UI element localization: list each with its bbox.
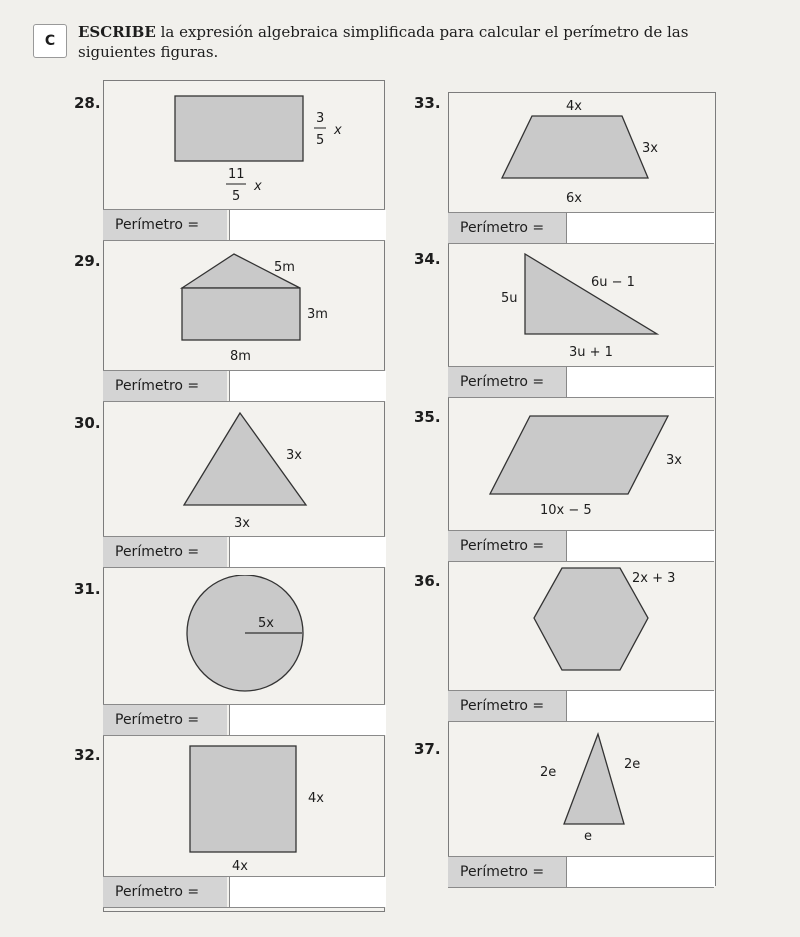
problem-29-house-shape (170, 245, 380, 370)
problem-33-number: 33. (414, 94, 441, 112)
instruction-bold: ESCRIBE (78, 23, 156, 41)
problem-29-answer-row (103, 370, 385, 402)
problem-32-number: 32. (74, 746, 101, 764)
perimeter-label: Perímetro = (448, 367, 566, 397)
problem-32-square (180, 740, 370, 875)
p36-label-side: 2x + 3 (632, 571, 676, 586)
perimeter-label: Perímetro = (103, 371, 227, 401)
p37-label-right: 2e (624, 757, 641, 772)
perimeter-label: Perímetro = (448, 691, 566, 721)
problem-32-answer-row (103, 876, 385, 908)
problem-36-answer-row (448, 690, 714, 722)
p28-var-b: x (254, 179, 262, 194)
p35-label-base: 10x − 5 (540, 503, 592, 518)
p28-num-a: 3 (316, 111, 325, 126)
problem-28-number: 28. (74, 94, 101, 112)
problem-34-number: 34. (414, 250, 441, 268)
problem-37-triangle (520, 728, 700, 848)
problem-29-answer-box[interactable] (229, 371, 386, 401)
problem-34-right-triangle (495, 246, 700, 366)
problem-37-answer-row (448, 856, 714, 888)
p34-label-hyp: 6u − 1 (591, 275, 635, 290)
perimeter-label: Perímetro = (103, 705, 227, 735)
problem-28-answer-row (103, 209, 385, 241)
p32-label-base: 4x (232, 859, 248, 874)
p28-var-a: x (334, 123, 342, 138)
p32-label-side: 4x (308, 791, 324, 806)
instruction-rest: la expresión algebraica simplificada para calcular el perímetro de las siguientes figuras. (78, 23, 689, 61)
p28-den-a: 5 (316, 133, 325, 148)
problem-31-answer-row (103, 704, 385, 736)
problem-36-number: 36. (414, 572, 441, 590)
problem-29-number: 29. (74, 252, 101, 270)
p37-label-left: 2e (540, 765, 557, 780)
p29-label-side: 3m (307, 307, 328, 322)
section-badge: C (33, 24, 67, 58)
problem-36-answer-box[interactable] (566, 691, 715, 721)
problem-33-answer-row (448, 212, 714, 244)
p34-label-base: 3u + 1 (569, 345, 613, 360)
problem-33-answer-box[interactable] (566, 213, 715, 243)
perimeter-label: Perímetro = (448, 213, 566, 243)
p33-label-side: 3x (642, 141, 658, 156)
problem-36-hexagon (520, 562, 700, 682)
problem-30-number: 30. (74, 414, 101, 432)
p33-label-base: 6x (566, 191, 582, 206)
problem-31-answer-box[interactable] (229, 705, 386, 735)
problem-37-answer-box[interactable] (566, 857, 715, 887)
problem-35-parallelogram (470, 404, 710, 524)
problem-28-rectangle (150, 88, 380, 208)
p30-label-base: 3x (234, 516, 250, 531)
problem-30-answer-row (103, 536, 385, 568)
problem-30-answer-box[interactable] (229, 537, 386, 567)
p34-label-leg: 5u (501, 291, 518, 306)
problem-30-triangle (170, 405, 380, 535)
p35-label-side: 3x (666, 453, 682, 468)
p30-label-side: 3x (286, 448, 302, 463)
problem-28-answer-box[interactable] (229, 210, 386, 240)
p28-num-b: 11 (228, 167, 245, 182)
problem-35-answer-row (448, 530, 714, 562)
p31-label-radius: 5x (258, 616, 274, 631)
problem-35-answer-box[interactable] (566, 531, 715, 561)
problem-37-number: 37. (414, 740, 441, 758)
instruction-text (78, 22, 738, 62)
problem-33-trapezoid (490, 92, 700, 212)
perimeter-label: Perímetro = (448, 531, 566, 561)
p29-label-roof: 5m (274, 260, 295, 275)
perimeter-label: Perímetro = (103, 877, 227, 907)
problem-34-answer-row (448, 366, 714, 398)
p37-label-base: e (584, 829, 592, 844)
p28-den-b: 5 (232, 189, 241, 204)
perimeter-label: Perímetro = (448, 857, 566, 887)
perimeter-label: Perímetro = (103, 537, 227, 567)
perimeter-label: Perímetro = (103, 210, 227, 240)
problem-32-answer-box[interactable] (229, 877, 386, 907)
p33-label-top: 4x (566, 99, 582, 114)
problem-31-number: 31. (74, 580, 101, 598)
problem-31-circle (180, 575, 320, 695)
problem-34-answer-box[interactable] (566, 367, 715, 397)
problem-35-number: 35. (414, 408, 441, 426)
p29-label-base: 8m (230, 349, 251, 364)
